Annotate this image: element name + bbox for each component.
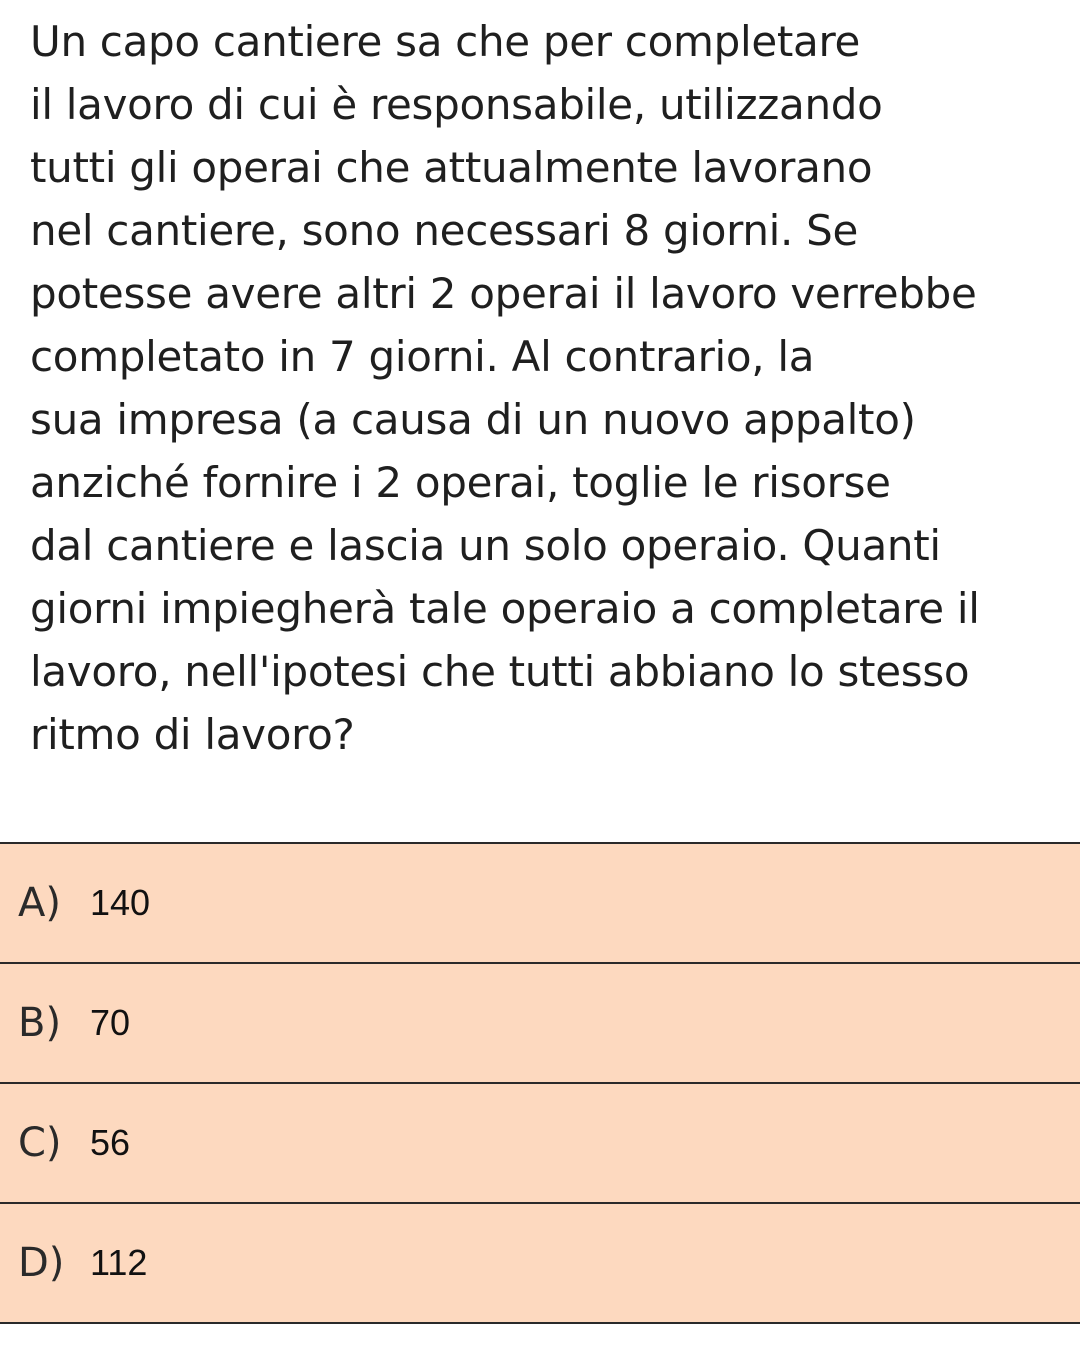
question-line: nel cantiere, sono necessari 8 giorni. Se [30, 206, 859, 255]
question-line: lavoro, nell'ipotesi che tutti abbiano lo stesso [30, 647, 970, 696]
answer-letter: A) [18, 880, 61, 926]
question-line: ritmo di lavoro? [30, 710, 355, 759]
answer-value: 56 [90, 1122, 131, 1163]
question-line: anziché fornire i 2 operai, toglie le risorse [30, 458, 891, 507]
question-line: dal cantiere e lascia un solo operaio. Quanti [30, 521, 941, 570]
question-line: tutti gli operai che attualmente lavorano [30, 143, 873, 192]
answer-option-c[interactable] [0, 1084, 1080, 1204]
answer-value: 70 [90, 1002, 131, 1043]
question-line: il lavoro di cui è responsabile, utilizzando [30, 80, 883, 129]
answer-option-d[interactable] [0, 1204, 1080, 1324]
answer-value: 112 [90, 1242, 148, 1283]
answer-option-b[interactable] [0, 964, 1080, 1084]
question-line: Un capo cantiere sa che per completare [30, 17, 861, 66]
answer-letter: C) [18, 1120, 62, 1166]
question-line: sua impresa (a causa di un nuovo appalto) [30, 395, 916, 444]
answer-options [0, 842, 1080, 1324]
answer-option-a[interactable] [0, 844, 1080, 964]
question-line: completato in 7 giorni. Al contrario, la [30, 332, 815, 381]
answer-letter: D) [18, 1240, 65, 1286]
answer-letter: B) [18, 1000, 62, 1046]
answer-value: 140 [90, 882, 151, 923]
question-line: potesse avere altri 2 operai il lavoro verrebbe [30, 269, 977, 318]
question-text [30, 10, 1070, 766]
question-line: giorni impiegherà tale operaio a completare il [30, 584, 980, 633]
